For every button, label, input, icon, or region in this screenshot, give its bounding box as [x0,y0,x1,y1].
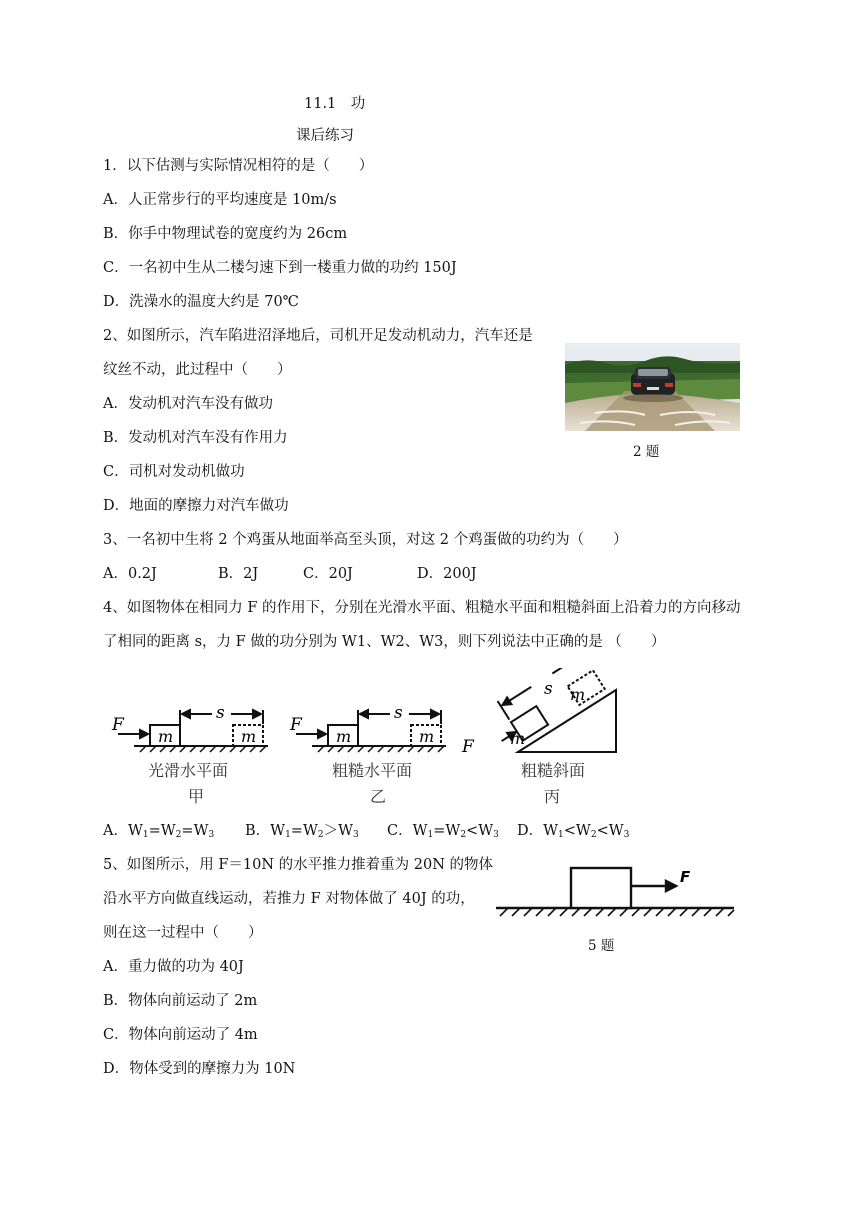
q2-option-c: C．司机对发动机做功 [103,464,245,480]
q2-option-d: D．地面的摩擦力对汽车做功 [103,498,289,514]
q5-option-a: A．重力做的功为 40J [103,959,244,975]
fig3-mass-ghost-label: m [570,685,586,704]
car-in-swamp-photo [565,343,740,431]
page-subtitle: 课后练习 [296,128,354,144]
fig2-label: 乙 [370,787,387,806]
q5-figure-caption: 5 题 [588,938,615,954]
fig1-distance-label: s [216,703,225,723]
q3-option-d: D．200J [417,566,477,582]
fig3-force-label: F [462,737,474,757]
fig1-mass-ghost-label: m [241,727,257,746]
q5-stem-line3: 则在这一过程中（ ） [103,925,263,941]
q3-stem: 3、一名初中生将 2 个鸡蛋从地面举高至头顶，对这 2 个鸡蛋做的功约为（ ） [103,532,628,548]
fig2-mass-label: m [336,727,352,746]
q5-option-b: B．物体向前运动了 2m [103,993,258,1009]
fig1-mass-label: m [158,727,174,746]
q3-option-c: C．20J [303,566,353,582]
q5-force-label: F [680,868,691,886]
fig3-surface-label: 粗糙斜面 [521,761,586,780]
page-title: 11.1 功 [304,96,366,112]
q5-block-diagram [492,858,742,928]
fig3-label: 丙 [544,787,561,806]
q5-stem-line2: 沿水平方向做直线运动，若推力 F 对物体做了 40J 的功， [103,891,475,907]
q2-stem-line1: 2、如图所示，汽车陷进沼泽地后，司机开足发动机动力，汽车还是 [103,328,533,344]
q1-option-c: C．一名初中生从二楼匀速下到一楼重力做的功约 150J [103,260,457,276]
q5-stem-line1: 5、如图所示，用 F＝10N 的水平推力推着重为 20N 的物体 [103,857,493,873]
fig2-force-label: F [290,715,302,735]
fig2-surface-label: 粗糙水平面 [332,761,413,780]
q1-option-a: A．人正常步行的平均速度是 10m/s [103,192,337,208]
q2-stem-line2: 纹丝不动，此过程中（ ） [103,362,292,378]
q4-stem-line1: 4、如图物体在相同力 F 的作用下，分别在光滑水平面、粗糙水平面和粗糙斜面上沿着力的方向移动 [103,600,741,616]
fig1-label: 甲 [188,787,205,806]
q4-option-c: C．$W_1=W_2<W_3$ [387,823,499,840]
q4-figures [100,668,660,818]
fig2-mass-ghost-label: m [419,727,435,746]
q1-option-b: B．你手中物理试卷的宽度约为 26cm [103,226,348,242]
q2-option-b: B．发动机对汽车没有作用力 [103,430,288,446]
q1-stem: 1．以下估测与实际情况相符的是（ ） [103,158,374,174]
q4-option-d: D．$W_1<W_2<W_3$ [517,823,630,840]
q3-option-a: A．0.2J [103,566,157,582]
q1-option-d: D．洗澡水的温度大约是 70℃ [103,294,299,310]
fig3-distance-label: s [544,679,553,699]
q2-option-a: A．发动机对汽车没有做功 [103,396,273,412]
fig1-surface-label: 光滑水平面 [148,761,229,780]
q4-stem-line2: 了相同的距离 s，力 F 做的功分别为 W1、W2、W3，则下列说法中正确的是 （ ） [103,634,666,650]
q3-option-b: B．2J [218,566,259,582]
q2-figure-caption: 2 题 [633,444,660,460]
q5-option-d: D．物体受到的摩擦力为 10N [103,1061,296,1077]
fig2-distance-label: s [394,703,403,723]
q5-option-c: C．物体向前运动了 4m [103,1027,258,1043]
fig1-force-label: F [112,715,124,735]
fig3-mass-label: m [510,729,526,748]
q4-option-b: B．$W_1=W_2>W_3$ [245,823,359,840]
q4-option-a: A．$W_1=W_2=W_3$ [103,823,215,840]
